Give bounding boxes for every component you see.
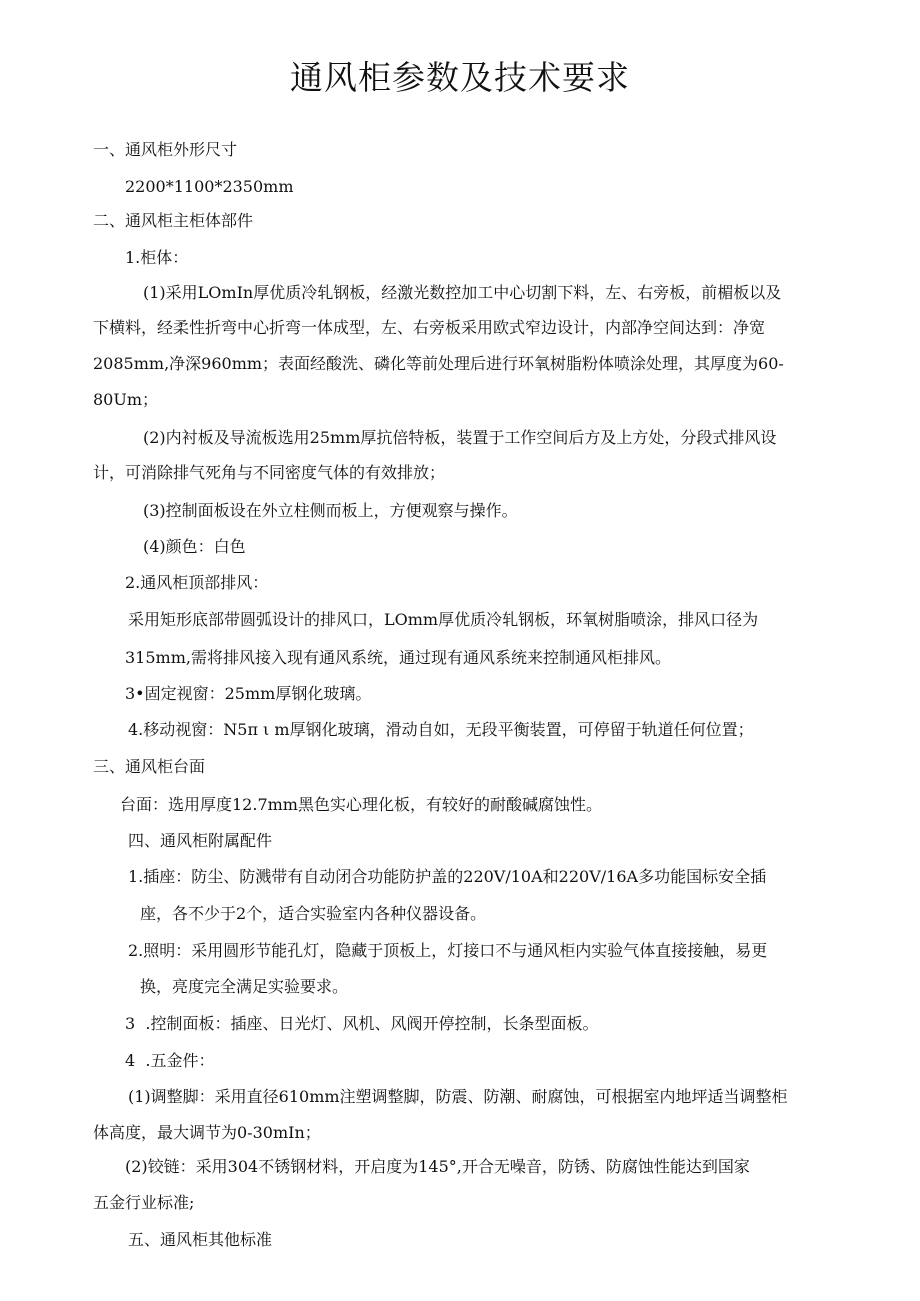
body-line: 五金行业标准; [93,1193,195,1212]
body-line: 2200*1100*2350mm [125,177,294,196]
body-line: (4)颜色：白色 [143,537,246,556]
body-line: (2)内衬板及导流板选用25mm厚抗倍特板，装置于工作空间后方及上方处，分段式排风设 [143,428,777,447]
body-line: 座，各不少于2个，适合实验室内各种仪器设备。 [140,904,487,923]
subsection-heading: 4 .五金件： [125,1051,215,1070]
body-line: 体高度，最大调节为0-30mIn； [93,1123,321,1142]
body-line: (3)控制面板设在外立柱侧而板上，方便观察与操作。 [143,501,518,520]
body-line: 315mm,需将排风接入现有通风系统，通过现有通风系统来控制通风柜排风。 [125,648,671,667]
document-title: 通风柜参数及技术要求 [290,58,630,97]
section-heading: 五、通风柜其他标准 [128,1230,273,1249]
body-line: 2085mm,净深960mm；表面经酸洗、磷化等前处理后进行环氧树脂粉体喷涂处理，其厚度为60- [93,354,784,373]
section-heading: 三、通风柜台面 [93,757,206,776]
body-line: 3•固定视窗：25mm厚钢化玻璃。 [125,684,372,703]
body-line: (2)铰链：采用304不锈钢材料，开启度为145°,开合无噪音，防锈、防腐蚀性能达到国家 [125,1157,750,1176]
body-line: 4.移动视窗：N5π ι m厚钢化玻璃，滑动自如，无段平衡装置，可停留于轨道任何位置； [128,720,754,739]
body-line: 台面：选用厚度12.7mm黑色实心理化板，有较好的耐酸碱腐蚀性。 [120,795,602,814]
body-line: 2.照明：采用圆形节能孔灯，隐藏于顶板上，灯接口不与通风柜内实验气体直接接触，易更 [128,941,768,960]
body-line: 3 .控制面板：插座、日光灯、风机、风阀开停控制，长条型面板。 [125,1014,599,1033]
section-heading: 一、通风柜外形尺寸 [93,140,238,159]
body-line: (1)采用LOmIn厚优质冷轧钢板，经激光数控加工中心切割下料，左、右旁板，前楣板以及 [143,283,782,302]
subsection-heading: 2.通风柜顶部排风： [125,573,269,592]
body-line: 计，可消除排气死角与不同密度气体的有效排放； [93,463,446,482]
body-line: 下横料，经柔性折弯中心折弯一体成型，左、右旁板采用欧式窄边设计，内部净空间达到：净宽 [93,318,766,337]
section-heading: 四、通风柜附属配件 [128,831,273,850]
body-line: (1)调整脚：采用直径610mm注塑调整脚，防震、防潮、耐腐蚀，可根据室内地坪适当调整柜 [128,1087,788,1106]
body-line: 80Um； [93,390,159,409]
body-line: 采用矩形底部带圆弧设计的排风口，LOmm厚优质冷轧钢板，环氧树脂喷涂，排风口径为 [128,610,759,629]
body-line: 换，亮度完全满足实验要求。 [140,977,349,996]
subsection-heading: 1.柜体： [125,248,189,267]
body-line: 1.插座：防尘、防溅带有自动闭合功能防护盖的220V/10A和220V/16A多功能国标安全插 [128,867,767,886]
section-heading: 二、通风柜主柜体部件 [93,211,254,230]
